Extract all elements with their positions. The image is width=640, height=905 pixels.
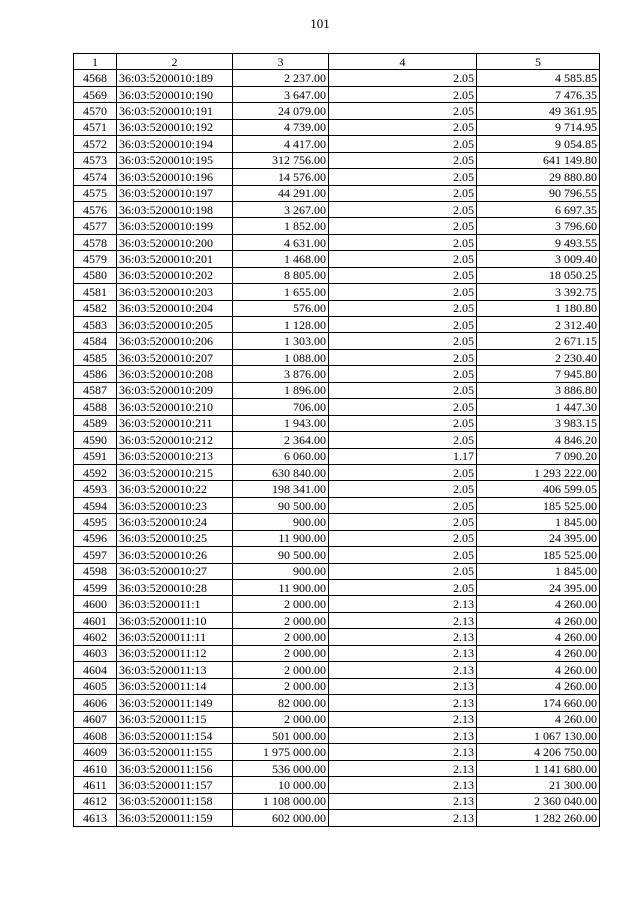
value-cell: 185 525.00 <box>477 497 600 513</box>
rate-cell: 2.05 <box>329 333 477 349</box>
area-cell: 2 364.00 <box>233 432 329 448</box>
value-cell: 4 206 750.00 <box>477 744 600 760</box>
area-cell: 82 000.00 <box>233 695 329 711</box>
area-cell: 198 341.00 <box>233 481 329 497</box>
value-cell: 1 845.00 <box>477 514 600 530</box>
cadastral-value-table <box>73 53 600 827</box>
row-number-cell: 4572 <box>74 136 117 152</box>
area-cell: 11 900.00 <box>233 580 329 596</box>
rate-cell: 2.13 <box>329 744 477 760</box>
rate-cell: 2.05 <box>329 70 477 86</box>
value-cell: 1 067 130.00 <box>477 727 600 743</box>
rate-cell: 2.05 <box>329 317 477 333</box>
value-cell: 3 392.75 <box>477 284 600 300</box>
value-cell: 9 493.55 <box>477 234 600 250</box>
table-row <box>74 497 600 513</box>
rate-cell: 2.05 <box>329 547 477 563</box>
table-row <box>74 464 600 480</box>
area-cell: 8 805.00 <box>233 267 329 283</box>
rate-cell: 2.13 <box>329 596 477 612</box>
rate-cell: 2.13 <box>329 711 477 727</box>
row-number-cell: 4575 <box>74 185 117 201</box>
value-cell: 3 983.15 <box>477 415 600 431</box>
table-row <box>74 333 600 349</box>
cadastral-number-cell: 36:03:5200010:23 <box>117 497 233 513</box>
cadastral-number-cell: 36:03:5200010:212 <box>117 432 233 448</box>
rate-cell: 2.05 <box>329 464 477 480</box>
row-number-cell: 4578 <box>74 234 117 250</box>
table-row <box>74 382 600 398</box>
row-number-cell: 4589 <box>74 415 117 431</box>
table-row <box>74 169 600 185</box>
row-number-cell: 4599 <box>74 580 117 596</box>
row-number-cell: 4604 <box>74 662 117 678</box>
area-cell: 1 303.00 <box>233 333 329 349</box>
row-number-cell: 4594 <box>74 497 117 513</box>
table-row <box>74 727 600 743</box>
value-cell: 7 476.35 <box>477 86 600 102</box>
value-cell: 24 395.00 <box>477 530 600 546</box>
value-cell: 1 447.30 <box>477 399 600 415</box>
cadastral-number-cell: 36:03:5200011:158 <box>117 793 233 809</box>
area-cell: 14 576.00 <box>233 169 329 185</box>
rate-cell: 2.05 <box>329 432 477 448</box>
rate-cell: 2.05 <box>329 218 477 234</box>
row-number-cell: 4602 <box>74 629 117 645</box>
cadastral-number-cell: 36:03:5200010:201 <box>117 251 233 267</box>
table-row <box>74 793 600 809</box>
row-number-cell: 4595 <box>74 514 117 530</box>
row-number-cell: 4611 <box>74 777 117 793</box>
cadastral-number-cell: 36:03:5200010:208 <box>117 366 233 382</box>
table-row <box>74 234 600 250</box>
area-cell: 2 000.00 <box>233 711 329 727</box>
rate-cell: 2.05 <box>329 366 477 382</box>
area-cell: 1 975 000.00 <box>233 744 329 760</box>
rate-cell: 2.05 <box>329 119 477 135</box>
table-row <box>74 448 600 464</box>
cadastral-number-cell: 36:03:5200010:197 <box>117 185 233 201</box>
cadastral-number-cell: 36:03:5200010:199 <box>117 218 233 234</box>
table-row <box>74 481 600 497</box>
cadastral-number-cell: 36:03:5200010:25 <box>117 530 233 546</box>
value-cell: 1 180.80 <box>477 300 600 316</box>
cadastral-number-cell: 36:03:5200011:149 <box>117 695 233 711</box>
row-number-cell: 4613 <box>74 810 117 826</box>
value-cell: 406 599.05 <box>477 481 600 497</box>
area-cell: 2 000.00 <box>233 662 329 678</box>
area-cell: 706.00 <box>233 399 329 415</box>
rate-cell: 2.05 <box>329 169 477 185</box>
rate-cell: 2.05 <box>329 185 477 201</box>
area-cell: 6 060.00 <box>233 448 329 464</box>
cadastral-number-cell: 36:03:5200010:190 <box>117 86 233 102</box>
value-cell: 29 880.80 <box>477 169 600 185</box>
row-number-cell: 4592 <box>74 464 117 480</box>
table-row <box>74 662 600 678</box>
cadastral-number-cell: 36:03:5200011:14 <box>117 678 233 694</box>
area-cell: 536 000.00 <box>233 760 329 776</box>
area-cell: 900.00 <box>233 563 329 579</box>
cadastral-number-cell: 36:03:5200010:191 <box>117 103 233 119</box>
value-cell: 4 260.00 <box>477 662 600 678</box>
rate-cell: 2.05 <box>329 497 477 513</box>
row-number-cell: 4603 <box>74 645 117 661</box>
cadastral-number-cell: 36:03:5200010:211 <box>117 415 233 431</box>
area-cell: 4 417.00 <box>233 136 329 152</box>
cadastral-number-cell: 36:03:5200010:203 <box>117 284 233 300</box>
row-number-cell: 4612 <box>74 793 117 809</box>
cadastral-number-cell: 36:03:5200010:207 <box>117 349 233 365</box>
rate-cell: 2.05 <box>329 103 477 119</box>
area-cell: 2 000.00 <box>233 629 329 645</box>
rate-cell: 2.13 <box>329 760 477 776</box>
rate-cell: 1.17 <box>329 448 477 464</box>
value-cell: 7 090.20 <box>477 448 600 464</box>
value-cell: 185 525.00 <box>477 547 600 563</box>
area-cell: 501 000.00 <box>233 727 329 743</box>
row-number-cell: 4583 <box>74 317 117 333</box>
table-row <box>74 645 600 661</box>
area-cell: 2 000.00 <box>233 612 329 628</box>
cadastral-number-cell: 36:03:5200011:154 <box>117 727 233 743</box>
cadastral-number-cell: 36:03:5200010:200 <box>117 234 233 250</box>
cadastral-number-cell: 36:03:5200010:194 <box>117 136 233 152</box>
table-row <box>74 415 600 431</box>
cadastral-number-cell: 36:03:5200010:205 <box>117 317 233 333</box>
value-cell: 4 260.00 <box>477 596 600 612</box>
row-number-cell: 4569 <box>74 86 117 102</box>
rate-cell: 2.05 <box>329 234 477 250</box>
cadastral-number-cell: 36:03:5200011:13 <box>117 662 233 678</box>
value-cell: 7 945.80 <box>477 366 600 382</box>
value-cell: 1 293 222.00 <box>477 464 600 480</box>
cadastral-number-cell: 36:03:5200010:22 <box>117 481 233 497</box>
value-cell: 3 886.80 <box>477 382 600 398</box>
table-row <box>74 563 600 579</box>
rate-cell: 2.05 <box>329 136 477 152</box>
row-number-cell: 4568 <box>74 70 117 86</box>
area-cell: 24 079.00 <box>233 103 329 119</box>
row-number-cell: 4608 <box>74 727 117 743</box>
cadastral-number-cell: 36:03:5200010:210 <box>117 399 233 415</box>
value-cell: 1 141 680.00 <box>477 760 600 776</box>
row-number-cell: 4593 <box>74 481 117 497</box>
table-row <box>74 629 600 645</box>
cadastral-number-cell: 36:03:5200010:196 <box>117 169 233 185</box>
table-row <box>74 70 600 86</box>
value-cell: 4 846.20 <box>477 432 600 448</box>
cadastral-number-cell: 36:03:5200011:159 <box>117 810 233 826</box>
table-row <box>74 152 600 168</box>
area-cell: 576.00 <box>233 300 329 316</box>
area-cell: 4 739.00 <box>233 119 329 135</box>
table-row <box>74 251 600 267</box>
cadastral-number-cell: 36:03:5200010:198 <box>117 201 233 217</box>
area-cell: 90 500.00 <box>233 547 329 563</box>
value-cell: 49 361.95 <box>477 103 600 119</box>
rate-cell: 2.13 <box>329 793 477 809</box>
table-row <box>74 695 600 711</box>
value-cell: 4 260.00 <box>477 612 600 628</box>
column-header-3: 3 <box>233 54 329 70</box>
rate-cell: 2.05 <box>329 481 477 497</box>
rate-cell: 2.13 <box>329 645 477 661</box>
table-row <box>74 201 600 217</box>
cadastral-number-cell: 36:03:5200011:11 <box>117 629 233 645</box>
cadastral-number-cell: 36:03:5200011:1 <box>117 596 233 612</box>
row-number-cell: 4579 <box>74 251 117 267</box>
rate-cell: 2.05 <box>329 251 477 267</box>
value-cell: 6 697.35 <box>477 201 600 217</box>
cadastral-number-cell: 36:03:5200011:156 <box>117 760 233 776</box>
row-number-cell: 4601 <box>74 612 117 628</box>
rate-cell: 2.05 <box>329 284 477 300</box>
rate-cell: 2.05 <box>329 530 477 546</box>
row-number-cell: 4574 <box>74 169 117 185</box>
area-cell: 2 000.00 <box>233 596 329 612</box>
value-cell: 21 300.00 <box>477 777 600 793</box>
value-cell: 24 395.00 <box>477 580 600 596</box>
area-cell: 1 943.00 <box>233 415 329 431</box>
cadastral-number-cell: 36:03:5200010:28 <box>117 580 233 596</box>
cadastral-number-cell: 36:03:5200010:204 <box>117 300 233 316</box>
cadastral-number-cell: 36:03:5200010:24 <box>117 514 233 530</box>
cadastral-number-cell: 36:03:5200010:195 <box>117 152 233 168</box>
area-cell: 900.00 <box>233 514 329 530</box>
row-number-cell: 4610 <box>74 760 117 776</box>
value-cell: 4 260.00 <box>477 645 600 661</box>
row-number-cell: 4570 <box>74 103 117 119</box>
row-number-cell: 4597 <box>74 547 117 563</box>
rate-cell: 2.13 <box>329 727 477 743</box>
cadastral-number-cell: 36:03:5200011:12 <box>117 645 233 661</box>
table-row <box>74 284 600 300</box>
area-cell: 4 631.00 <box>233 234 329 250</box>
cadastral-number-cell: 36:03:5200010:213 <box>117 448 233 464</box>
rate-cell: 2.05 <box>329 415 477 431</box>
rate-cell: 2.05 <box>329 514 477 530</box>
area-cell: 630 840.00 <box>233 464 329 480</box>
rate-cell: 2.05 <box>329 300 477 316</box>
rate-cell: 2.13 <box>329 777 477 793</box>
cadastral-number-cell: 36:03:5200010:202 <box>117 267 233 283</box>
row-number-cell: 4598 <box>74 563 117 579</box>
table-row <box>74 119 600 135</box>
table-body <box>74 70 600 826</box>
area-cell: 1 896.00 <box>233 382 329 398</box>
table-row <box>74 218 600 234</box>
area-cell: 1 088.00 <box>233 349 329 365</box>
value-cell: 4 260.00 <box>477 711 600 727</box>
table-row <box>74 777 600 793</box>
cadastral-number-cell: 36:03:5200010:26 <box>117 547 233 563</box>
table-row <box>74 267 600 283</box>
rate-cell: 2.05 <box>329 201 477 217</box>
area-cell: 3 647.00 <box>233 86 329 102</box>
table-row <box>74 810 600 826</box>
rate-cell: 2.05 <box>329 267 477 283</box>
value-cell: 2 230.40 <box>477 349 600 365</box>
value-cell: 2 312.40 <box>477 317 600 333</box>
rate-cell: 2.05 <box>329 86 477 102</box>
table-row <box>74 185 600 201</box>
cadastral-number-cell: 36:03:5200011:10 <box>117 612 233 628</box>
area-cell: 11 900.00 <box>233 530 329 546</box>
cadastral-number-cell: 36:03:5200010:192 <box>117 119 233 135</box>
row-number-cell: 4606 <box>74 695 117 711</box>
rate-cell: 2.13 <box>329 678 477 694</box>
value-cell: 174 660.00 <box>477 695 600 711</box>
area-cell: 2 000.00 <box>233 678 329 694</box>
cadastral-number-cell: 36:03:5200010:209 <box>117 382 233 398</box>
table-row <box>74 760 600 776</box>
column-header-1: 1 <box>74 54 117 70</box>
column-header-5: 5 <box>477 54 600 70</box>
row-number-cell: 4581 <box>74 284 117 300</box>
value-cell: 18 050.25 <box>477 267 600 283</box>
table-row <box>74 514 600 530</box>
value-cell: 1 282 260.00 <box>477 810 600 826</box>
rate-cell: 2.05 <box>329 152 477 168</box>
value-cell: 9 054.85 <box>477 136 600 152</box>
value-cell: 641 149.80 <box>477 152 600 168</box>
cadastral-number-cell: 36:03:5200010:215 <box>117 464 233 480</box>
area-cell: 3 267.00 <box>233 201 329 217</box>
rate-cell: 2.05 <box>329 382 477 398</box>
table-row <box>74 86 600 102</box>
area-cell: 602 000.00 <box>233 810 329 826</box>
page-number: 101 <box>310 16 330 31</box>
rate-cell: 2.13 <box>329 695 477 711</box>
table-row <box>74 317 600 333</box>
rate-cell: 2.05 <box>329 349 477 365</box>
table-row <box>74 711 600 727</box>
area-cell: 1 655.00 <box>233 284 329 300</box>
rate-cell: 2.13 <box>329 662 477 678</box>
cadastral-number-cell: 36:03:5200010:206 <box>117 333 233 349</box>
value-cell: 4 260.00 <box>477 629 600 645</box>
area-cell: 1 128.00 <box>233 317 329 333</box>
table-row <box>74 399 600 415</box>
cadastral-number-cell: 36:03:5200011:155 <box>117 744 233 760</box>
row-number-cell: 4586 <box>74 366 117 382</box>
value-cell: 4 260.00 <box>477 678 600 694</box>
table-row <box>74 612 600 628</box>
area-cell: 2 237.00 <box>233 70 329 86</box>
row-number-cell: 4584 <box>74 333 117 349</box>
rate-cell: 2.13 <box>329 629 477 645</box>
area-cell: 10 000.00 <box>233 777 329 793</box>
rate-cell: 2.13 <box>329 612 477 628</box>
table-row <box>74 744 600 760</box>
rate-cell: 2.05 <box>329 563 477 579</box>
table-row <box>74 349 600 365</box>
row-number-cell: 4605 <box>74 678 117 694</box>
rate-cell: 2.05 <box>329 580 477 596</box>
cadastral-number-cell: 36:03:5200011:157 <box>117 777 233 793</box>
area-cell: 1 468.00 <box>233 251 329 267</box>
row-number-cell: 4577 <box>74 218 117 234</box>
value-cell: 1 845.00 <box>477 563 600 579</box>
row-number-cell: 4590 <box>74 432 117 448</box>
value-cell: 2 360 040.00 <box>477 793 600 809</box>
value-cell: 90 796.55 <box>477 185 600 201</box>
value-cell: 3 796.60 <box>477 218 600 234</box>
table-row <box>74 596 600 612</box>
area-cell: 312 756.00 <box>233 152 329 168</box>
table-row <box>74 678 600 694</box>
row-number-cell: 4582 <box>74 300 117 316</box>
area-cell: 44 291.00 <box>233 185 329 201</box>
table-row <box>74 580 600 596</box>
value-cell: 3 009.40 <box>477 251 600 267</box>
row-number-cell: 4587 <box>74 382 117 398</box>
row-number-cell: 4596 <box>74 530 117 546</box>
table-row <box>74 530 600 546</box>
column-header-4: 4 <box>329 54 477 70</box>
area-cell: 1 108 000.00 <box>233 793 329 809</box>
row-number-cell: 4609 <box>74 744 117 760</box>
area-cell: 1 852.00 <box>233 218 329 234</box>
cadastral-number-cell: 36:03:5200010:189 <box>117 70 233 86</box>
table-row <box>74 432 600 448</box>
row-number-cell: 4580 <box>74 267 117 283</box>
cadastral-number-cell: 36:03:5200011:15 <box>117 711 233 727</box>
table-row <box>74 366 600 382</box>
area-cell: 90 500.00 <box>233 497 329 513</box>
table-row <box>74 300 600 316</box>
rate-cell: 2.13 <box>329 810 477 826</box>
table-row <box>74 136 600 152</box>
table-header-row <box>74 54 600 70</box>
row-number-cell: 4607 <box>74 711 117 727</box>
row-number-cell: 4600 <box>74 596 117 612</box>
value-cell: 9 714.95 <box>477 119 600 135</box>
value-cell: 2 671.15 <box>477 333 600 349</box>
column-header-2: 2 <box>117 54 233 70</box>
table-row <box>74 547 600 563</box>
row-number-cell: 4588 <box>74 399 117 415</box>
row-number-cell: 4573 <box>74 152 117 168</box>
row-number-cell: 4591 <box>74 448 117 464</box>
row-number-cell: 4571 <box>74 119 117 135</box>
value-cell: 4 585.85 <box>477 70 600 86</box>
row-number-cell: 4576 <box>74 201 117 217</box>
area-cell: 2 000.00 <box>233 645 329 661</box>
cadastral-number-cell: 36:03:5200010:27 <box>117 563 233 579</box>
table-row <box>74 103 600 119</box>
area-cell: 3 876.00 <box>233 366 329 382</box>
row-number-cell: 4585 <box>74 349 117 365</box>
rate-cell: 2.05 <box>329 399 477 415</box>
